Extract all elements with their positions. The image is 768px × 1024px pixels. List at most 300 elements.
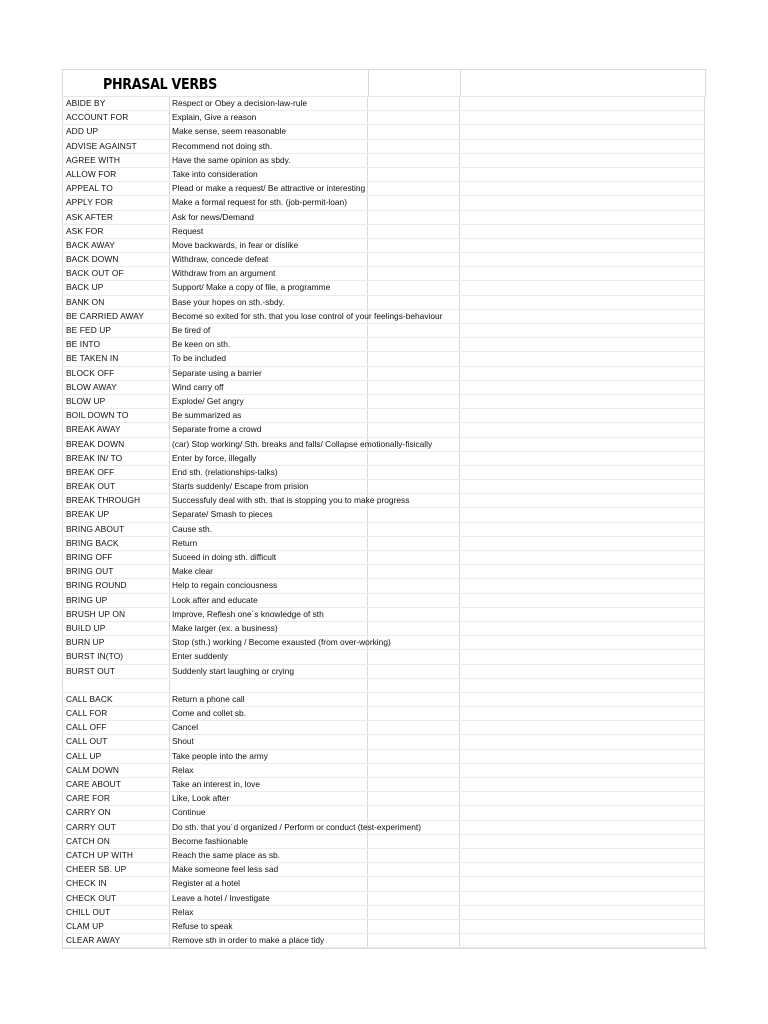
table-row xyxy=(63,281,707,295)
table-row xyxy=(63,920,707,934)
table-row xyxy=(63,111,707,125)
phrasal-verb-cell: ADVISE AGAINST xyxy=(63,140,170,153)
meaning-cell: Become so exited for sth. that you lose control of your feelings-behaviour xyxy=(170,310,368,323)
empty-cell xyxy=(368,778,460,791)
phrasal-verb-cell: CHEER SB. UP xyxy=(63,863,170,876)
title-cell xyxy=(63,70,369,96)
table-row xyxy=(63,523,707,537)
empty-cell xyxy=(460,821,705,834)
empty-cell xyxy=(460,253,705,266)
meaning-cell: Improve, Reflesh one´s knowledge of sth xyxy=(170,608,368,621)
empty-cell xyxy=(368,324,460,337)
empty-cell xyxy=(460,97,705,110)
table-row xyxy=(63,352,707,366)
empty-cell xyxy=(368,125,460,138)
table-row xyxy=(63,906,707,920)
meaning-cell: Relax xyxy=(170,764,368,777)
meaning-cell: Respect or Obey a decision-law-rule xyxy=(170,97,368,110)
meaning-cell: To be included xyxy=(170,352,368,365)
meaning-cell: Enter suddenly xyxy=(170,650,368,663)
table-row xyxy=(63,792,707,806)
empty-cell xyxy=(460,622,705,635)
meaning-cell: Make clear xyxy=(170,565,368,578)
phrasal-verb-cell: CARE ABOUT xyxy=(63,778,170,791)
empty-cell xyxy=(368,494,460,507)
phrasal-verb-cell: BRING ROUND xyxy=(63,579,170,592)
table-row xyxy=(63,239,707,253)
empty-cell xyxy=(368,310,460,323)
phrasal-verb-cell: APPEAL TO xyxy=(63,182,170,195)
empty-cell xyxy=(460,239,705,252)
empty-cell xyxy=(368,821,460,834)
table-row xyxy=(63,892,707,906)
phrasal-verb-cell: CARE FOR xyxy=(63,792,170,805)
empty-cell xyxy=(460,367,705,380)
meaning-cell: Stop (sth.) working / Become exausted (from over-working) xyxy=(170,636,368,649)
phrasal-verb-cell xyxy=(63,679,170,692)
phrasal-verb-cell: ACCOUNT FOR xyxy=(63,111,170,124)
empty-cell xyxy=(460,665,705,678)
empty-cell xyxy=(368,140,460,153)
table-row xyxy=(63,494,707,508)
empty-cell xyxy=(368,381,460,394)
empty-cell xyxy=(460,679,705,692)
empty-cell xyxy=(368,877,460,890)
table-row xyxy=(63,622,707,636)
phrasal-verb-cell: ABIDE BY xyxy=(63,97,170,110)
empty-cell xyxy=(368,182,460,195)
empty-cell xyxy=(460,906,705,919)
empty-cell xyxy=(460,778,705,791)
empty-cell xyxy=(368,97,460,110)
meaning-cell: Separate using a barrier xyxy=(170,367,368,380)
meaning-cell: Take people into the army xyxy=(170,750,368,763)
phrasal-verb-cell: BACK UP xyxy=(63,281,170,294)
phrasal-verb-cell: CHILL OUT xyxy=(63,906,170,919)
empty-cell xyxy=(460,466,705,479)
empty-cell xyxy=(368,267,460,280)
meaning-cell: Take an interest in, love xyxy=(170,778,368,791)
meaning-cell: Move backwards, in fear or dislike xyxy=(170,239,368,252)
page-title: PHRASAL VERBS xyxy=(103,75,217,93)
phrasal-verb-cell: AGREE WITH xyxy=(63,154,170,167)
meaning-cell: Withdraw from an argument xyxy=(170,267,368,280)
phrasal-verb-cell: BREAK AWAY xyxy=(63,423,170,436)
meaning-cell: Support/ Make a copy of file, a programme xyxy=(170,281,368,294)
empty-cell xyxy=(460,225,705,238)
table-row xyxy=(63,480,707,494)
table-row xyxy=(63,367,707,381)
meaning-cell: Suddenly start laughing or crying xyxy=(170,665,368,678)
table-row xyxy=(63,154,707,168)
table-row xyxy=(63,650,707,664)
phrasal-verb-cell: ASK AFTER xyxy=(63,211,170,224)
table-row xyxy=(63,466,707,480)
table-row xyxy=(63,225,707,239)
meaning-cell: Be summarized as xyxy=(170,409,368,422)
empty-cell xyxy=(460,707,705,720)
empty-cell xyxy=(368,565,460,578)
empty-cell xyxy=(460,877,705,890)
table-row xyxy=(63,409,707,423)
empty-cell xyxy=(460,650,705,663)
meaning-cell: Separate/ Smash to pieces xyxy=(170,508,368,521)
table-row xyxy=(63,679,707,693)
phrasal-verb-cell: BLOW AWAY xyxy=(63,381,170,394)
meaning-cell: Be keen on sth. xyxy=(170,338,368,351)
table-row xyxy=(63,182,707,196)
meaning-cell: Refuse to speak xyxy=(170,920,368,933)
empty-cell xyxy=(368,735,460,748)
table-row xyxy=(63,423,707,437)
phrasal-verb-cell: BRING UP xyxy=(63,594,170,607)
phrasal-verb-cell: CALL FOR xyxy=(63,707,170,720)
table-row xyxy=(63,551,707,565)
table-row xyxy=(63,338,707,352)
table-row xyxy=(63,579,707,593)
empty-cell xyxy=(368,764,460,777)
phrasal-verb-cell: CLEAR AWAY xyxy=(63,934,170,947)
empty-cell xyxy=(460,863,705,876)
empty-cell xyxy=(460,806,705,819)
meaning-cell: Base your hopes on sth.-sbdy. xyxy=(170,296,368,309)
table-row xyxy=(63,324,707,338)
meaning-cell: Reach the same place as sb. xyxy=(170,849,368,862)
table-row xyxy=(63,125,707,139)
empty-cell xyxy=(460,168,705,181)
phrasal-verb-cell: ALLOW FOR xyxy=(63,168,170,181)
table-body xyxy=(63,97,707,948)
empty-cell xyxy=(460,764,705,777)
meaning-cell: Have the same opinion as sbdy. xyxy=(170,154,368,167)
meaning-cell: Explain, Give a reason xyxy=(170,111,368,124)
phrasal-verb-cell: CATCH ON xyxy=(63,835,170,848)
spreadsheet-table xyxy=(62,69,707,949)
empty-cell xyxy=(368,196,460,209)
phrasal-verb-cell: BE INTO xyxy=(63,338,170,351)
empty-cell xyxy=(368,438,460,451)
phrasal-verb-cell: CALL OUT xyxy=(63,735,170,748)
phrasal-verb-cell: BURST OUT xyxy=(63,665,170,678)
meaning-cell: Return a phone call xyxy=(170,693,368,706)
phrasal-verb-cell: BRING BACK xyxy=(63,537,170,550)
phrasal-verb-cell: CALL OFF xyxy=(63,721,170,734)
phrasal-verb-cell: BRUSH UP ON xyxy=(63,608,170,621)
table-row xyxy=(63,778,707,792)
empty-cell xyxy=(368,863,460,876)
meaning-cell: Help to regain conciousness xyxy=(170,579,368,592)
title-row xyxy=(63,70,707,97)
empty-cell xyxy=(460,423,705,436)
empty-cell xyxy=(460,594,705,607)
empty-cell xyxy=(460,537,705,550)
empty-cell xyxy=(460,523,705,536)
phrasal-verb-cell: ADD UP xyxy=(63,125,170,138)
empty-cell xyxy=(460,892,705,905)
table-row xyxy=(63,849,707,863)
empty-cell xyxy=(368,168,460,181)
empty-cell xyxy=(368,281,460,294)
empty-cell xyxy=(460,438,705,451)
empty-cell xyxy=(368,409,460,422)
table-row xyxy=(63,267,707,281)
meaning-cell: Enter by force, illegally xyxy=(170,452,368,465)
table-row xyxy=(63,934,707,948)
meaning-cell xyxy=(170,679,368,692)
empty-cell xyxy=(460,381,705,394)
empty-cell xyxy=(368,111,460,124)
empty-cell xyxy=(460,835,705,848)
empty-cell xyxy=(368,225,460,238)
phrasal-verb-cell: BE FED UP xyxy=(63,324,170,337)
meaning-cell: Cancel xyxy=(170,721,368,734)
empty-cell xyxy=(368,452,460,465)
empty-cell xyxy=(460,267,705,280)
empty-cell xyxy=(460,352,705,365)
empty-cell xyxy=(460,296,705,309)
empty-cell xyxy=(460,934,705,947)
empty-cell xyxy=(368,750,460,763)
empty-cell xyxy=(368,423,460,436)
meaning-cell: Recommend not doing sth. xyxy=(170,140,368,153)
phrasal-verb-cell: BURST IN(TO) xyxy=(63,650,170,663)
phrasal-verb-cell: CALL UP xyxy=(63,750,170,763)
meaning-cell: Ask for news/Demand xyxy=(170,211,368,224)
table-row xyxy=(63,565,707,579)
empty-cell xyxy=(460,551,705,564)
empty-cell xyxy=(368,367,460,380)
phrasal-verb-cell: BANK ON xyxy=(63,296,170,309)
table-row xyxy=(63,140,707,154)
table-row xyxy=(63,693,707,707)
empty-cell xyxy=(460,508,705,521)
meaning-cell: Take into consideration xyxy=(170,168,368,181)
table-row xyxy=(63,707,707,721)
empty-cell xyxy=(460,140,705,153)
meaning-cell: Successfuly deal with sth. that is stopping you to make progress xyxy=(170,494,368,507)
empty-cell xyxy=(460,579,705,592)
table-row xyxy=(63,863,707,877)
empty-cell xyxy=(460,920,705,933)
meaning-cell: Look after and educate xyxy=(170,594,368,607)
phrasal-verb-cell: CARRY OUT xyxy=(63,821,170,834)
empty-cell xyxy=(460,324,705,337)
empty-cell xyxy=(368,806,460,819)
empty-cell xyxy=(368,849,460,862)
meaning-cell: Starts suddenly/ Escape from prision xyxy=(170,480,368,493)
phrasal-verb-cell: BACK DOWN xyxy=(63,253,170,266)
meaning-cell: Cause sth. xyxy=(170,523,368,536)
empty-cell xyxy=(460,154,705,167)
meaning-cell: Make a formal request for sth. (job-permit-loan) xyxy=(170,196,368,209)
meaning-cell: Remove sth in order to make a place tidy xyxy=(170,934,368,947)
empty-cell xyxy=(368,835,460,848)
phrasal-verb-cell: BE TAKEN IN xyxy=(63,352,170,365)
empty-cell xyxy=(368,679,460,692)
meaning-cell: Plead or make a request/ Be attractive or interesting xyxy=(170,182,368,195)
empty-cell xyxy=(368,239,460,252)
phrasal-verb-cell: BLOCK OFF xyxy=(63,367,170,380)
meaning-cell: Leave a hotel / Investigate xyxy=(170,892,368,905)
empty-cell xyxy=(460,182,705,195)
meaning-cell: Make larger (ex. a business) xyxy=(170,622,368,635)
table-row xyxy=(63,877,707,891)
table-row xyxy=(63,665,707,679)
table-row xyxy=(63,750,707,764)
meaning-cell: Become fashionable xyxy=(170,835,368,848)
meaning-cell: Shout xyxy=(170,735,368,748)
meaning-cell: Return xyxy=(170,537,368,550)
table-row xyxy=(63,594,707,608)
table-row xyxy=(63,438,707,452)
empty-cell xyxy=(461,70,706,96)
phrasal-verb-cell: BRING ABOUT xyxy=(63,523,170,536)
empty-cell xyxy=(460,494,705,507)
table-row xyxy=(63,97,707,111)
table-row xyxy=(63,821,707,835)
phrasal-verb-cell: BRING OFF xyxy=(63,551,170,564)
empty-cell xyxy=(368,537,460,550)
empty-cell xyxy=(368,523,460,536)
table-row xyxy=(63,196,707,210)
empty-cell xyxy=(460,452,705,465)
empty-cell xyxy=(368,253,460,266)
empty-cell xyxy=(368,551,460,564)
meaning-cell: Make sense, seem reasonable xyxy=(170,125,368,138)
meaning-cell: Do sth. that you´d organized / Perform or conduct (test-experiment) xyxy=(170,821,368,834)
empty-cell xyxy=(368,395,460,408)
empty-cell xyxy=(460,750,705,763)
table-row xyxy=(63,381,707,395)
empty-cell xyxy=(460,693,705,706)
empty-cell xyxy=(460,792,705,805)
empty-cell xyxy=(368,892,460,905)
empty-cell xyxy=(460,636,705,649)
table-row xyxy=(63,395,707,409)
phrasal-verb-cell: BREAK IN/ TO xyxy=(63,452,170,465)
empty-cell xyxy=(460,111,705,124)
meaning-cell: Register at a hotel xyxy=(170,877,368,890)
phrasal-verb-cell: CLAM UP xyxy=(63,920,170,933)
phrasal-verb-cell: BREAK OUT xyxy=(63,480,170,493)
table-row xyxy=(63,296,707,310)
phrasal-verb-cell: BURN UP xyxy=(63,636,170,649)
table-row xyxy=(63,835,707,849)
empty-cell xyxy=(368,622,460,635)
phrasal-verb-cell: APPLY FOR xyxy=(63,196,170,209)
empty-cell xyxy=(368,211,460,224)
phrasal-verb-cell: BREAK THROUGH xyxy=(63,494,170,507)
empty-cell xyxy=(368,579,460,592)
phrasal-verb-cell: CHECK IN xyxy=(63,877,170,890)
empty-cell xyxy=(460,608,705,621)
empty-cell xyxy=(368,707,460,720)
table-row xyxy=(63,508,707,522)
phrasal-verb-cell: CARRY ON xyxy=(63,806,170,819)
empty-cell xyxy=(368,906,460,919)
phrasal-verb-cell: CATCH UP WITH xyxy=(63,849,170,862)
phrasal-verb-cell: CHECK OUT xyxy=(63,892,170,905)
table-bottom-border xyxy=(63,948,707,949)
meaning-cell: Come and collet sb. xyxy=(170,707,368,720)
table-row xyxy=(63,452,707,466)
phrasal-verb-cell: BACK AWAY xyxy=(63,239,170,252)
table-row xyxy=(63,735,707,749)
empty-cell xyxy=(460,211,705,224)
table-row xyxy=(63,636,707,650)
phrasal-verb-cell: CALM DOWN xyxy=(63,764,170,777)
empty-cell xyxy=(368,296,460,309)
table-row xyxy=(63,764,707,778)
empty-cell xyxy=(460,735,705,748)
table-row xyxy=(63,806,707,820)
empty-cell xyxy=(368,594,460,607)
phrasal-verb-cell: BE CARRIED AWAY xyxy=(63,310,170,323)
empty-cell xyxy=(368,154,460,167)
empty-cell xyxy=(368,466,460,479)
phrasal-verb-cell: BUILD UP xyxy=(63,622,170,635)
meaning-cell: Explode/ Get angry xyxy=(170,395,368,408)
empty-cell xyxy=(460,565,705,578)
empty-cell xyxy=(368,338,460,351)
empty-cell xyxy=(460,281,705,294)
table-row xyxy=(63,168,707,182)
meaning-cell: Wind carry off xyxy=(170,381,368,394)
table-row xyxy=(63,253,707,267)
empty-cell xyxy=(368,650,460,663)
meaning-cell: Continue xyxy=(170,806,368,819)
empty-cell xyxy=(460,721,705,734)
empty-cell xyxy=(368,693,460,706)
phrasal-verb-cell: BREAK OFF xyxy=(63,466,170,479)
empty-cell xyxy=(368,665,460,678)
table-row xyxy=(63,608,707,622)
phrasal-verb-cell: BREAK DOWN xyxy=(63,438,170,451)
empty-cell xyxy=(460,125,705,138)
phrasal-verb-cell: BACK OUT OF xyxy=(63,267,170,280)
empty-cell xyxy=(368,792,460,805)
phrasal-verb-cell: BOIL DOWN TO xyxy=(63,409,170,422)
empty-cell xyxy=(460,849,705,862)
phrasal-verb-cell: BLOW UP xyxy=(63,395,170,408)
empty-cell xyxy=(460,310,705,323)
empty-cell xyxy=(368,934,460,947)
phrasal-verb-cell: ASK FOR xyxy=(63,225,170,238)
empty-cell xyxy=(368,636,460,649)
empty-cell xyxy=(460,480,705,493)
empty-cell xyxy=(460,395,705,408)
phrasal-verb-cell: BRING OUT xyxy=(63,565,170,578)
empty-cell xyxy=(368,508,460,521)
empty-cell xyxy=(368,352,460,365)
meaning-cell: Suceed in doing sth. difficult xyxy=(170,551,368,564)
empty-cell xyxy=(368,480,460,493)
table-row xyxy=(63,721,707,735)
empty-cell xyxy=(369,70,461,96)
table-row xyxy=(63,211,707,225)
table-row xyxy=(63,537,707,551)
meaning-cell: Be tired of xyxy=(170,324,368,337)
empty-cell xyxy=(460,409,705,422)
empty-cell xyxy=(460,338,705,351)
empty-cell xyxy=(368,920,460,933)
meaning-cell: Relax xyxy=(170,906,368,919)
phrasal-verb-cell: BREAK UP xyxy=(63,508,170,521)
meaning-cell: Withdraw, concede defeat xyxy=(170,253,368,266)
meaning-cell: End sth. (relationships-talks) xyxy=(170,466,368,479)
meaning-cell: (car) Stop working/ Sth. breaks and falls/ Collapse emotionally-fisically xyxy=(170,438,368,451)
empty-cell xyxy=(368,721,460,734)
